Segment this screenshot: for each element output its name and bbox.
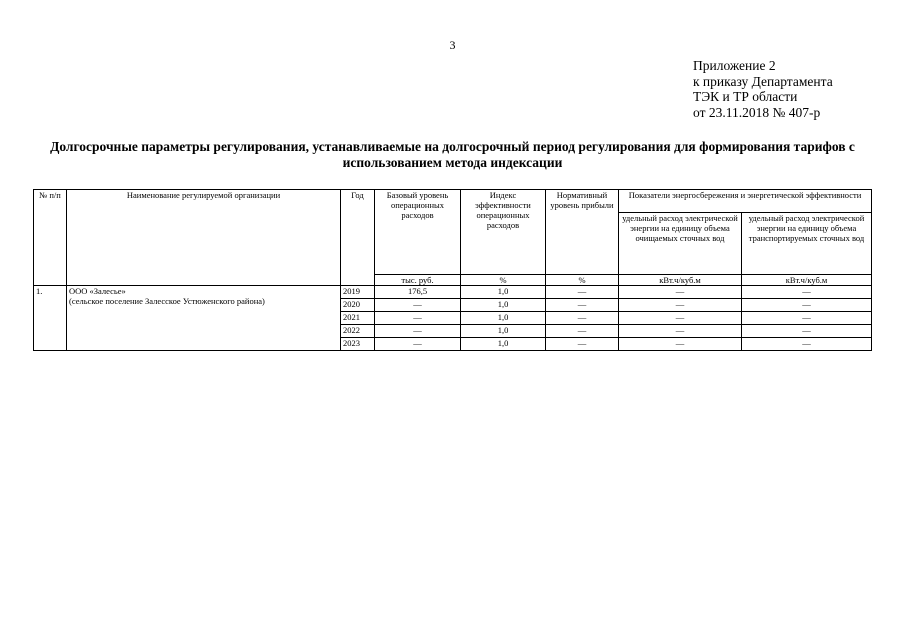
cell-energy-a: —	[619, 286, 742, 299]
table-row	[34, 286, 872, 299]
cell-profit: —	[546, 325, 619, 338]
page-number: 3	[449, 38, 456, 52]
org-number: 1.	[34, 286, 67, 351]
cell-base: —	[375, 299, 461, 312]
cell-year: 2023	[341, 338, 375, 351]
cell-year: 2022	[341, 325, 375, 338]
unit-cell	[67, 274, 341, 286]
cell-energy-b: —	[742, 312, 872, 325]
cell-profit: —	[546, 338, 619, 351]
cell-index: 1,0	[461, 325, 546, 338]
parameters-table	[33, 189, 872, 351]
cell-base: —	[375, 338, 461, 351]
header-year: Год	[341, 190, 375, 286]
unit-base: тыс. руб.	[375, 274, 461, 286]
cell-energy-a: —	[619, 312, 742, 325]
cell-year: 2019	[341, 286, 375, 299]
header-row	[34, 190, 872, 213]
appendix-block	[693, 58, 898, 120]
cell-base: 176,5	[375, 286, 461, 299]
header-base: Базовый уровень операционных расходов	[375, 190, 461, 275]
cell-energy-a: —	[619, 299, 742, 312]
org-description: (сельское поселение Залесское Устюженского района)	[69, 296, 265, 306]
appendix-line: ТЭК и ТР области	[693, 89, 798, 104]
cell-base: —	[375, 325, 461, 338]
cell-base: —	[375, 312, 461, 325]
cell-energy-b: —	[742, 286, 872, 299]
cell-index: 1,0	[461, 338, 546, 351]
appendix-line: Приложение 2	[693, 58, 776, 73]
unit-index: %	[461, 274, 546, 286]
cell-index: 1,0	[461, 299, 546, 312]
header-energy-group: Показатели энергосбережения и энергетической эффективности	[619, 190, 872, 213]
units-row	[34, 274, 872, 286]
cell-energy-b: —	[742, 325, 872, 338]
header-energy-a: удельный расход электрической энергии на единицу объема очищаемых сточных вод	[619, 213, 742, 275]
cell-year: 2020	[341, 299, 375, 312]
cell-year: 2021	[341, 312, 375, 325]
unit-cell	[34, 274, 67, 286]
header-num: № п/п	[34, 190, 67, 275]
header-energy-b: удельный расход электрической энергии на единицу объема транспортируемых сточных вод	[742, 213, 872, 275]
cell-energy-a: —	[619, 325, 742, 338]
cell-energy-b: —	[742, 299, 872, 312]
unit-energy-b: кВт.ч/куб.м	[742, 274, 872, 286]
unit-profit: %	[546, 274, 619, 286]
document-title: Долгосрочные параметры регулирования, устанавливаемые на долгосрочный период регулирования для формирования тарифов с использованием метода индексации	[50, 139, 855, 170]
cell-profit: —	[546, 286, 619, 299]
cell-index: 1,0	[461, 312, 546, 325]
cell-profit: —	[546, 299, 619, 312]
org-name: ООО «Залесье»	[69, 286, 126, 296]
cell-index: 1,0	[461, 286, 546, 299]
appendix-line: к приказу Департамента	[693, 73, 833, 89]
header-org: Наименование регулируемой организации	[67, 190, 341, 275]
cell-energy-a: —	[619, 338, 742, 351]
header-profit: Нормативный уровень прибыли	[546, 190, 619, 275]
org-cell	[67, 286, 341, 351]
header-index: Индекс эффективности операционных расходов	[461, 190, 546, 275]
unit-energy-a: кВт.ч/куб.м	[619, 274, 742, 286]
cell-profit: —	[546, 312, 619, 325]
appendix-line: от 23.11.2018 № 407-р	[693, 104, 821, 120]
cell-energy-b: —	[742, 338, 872, 351]
